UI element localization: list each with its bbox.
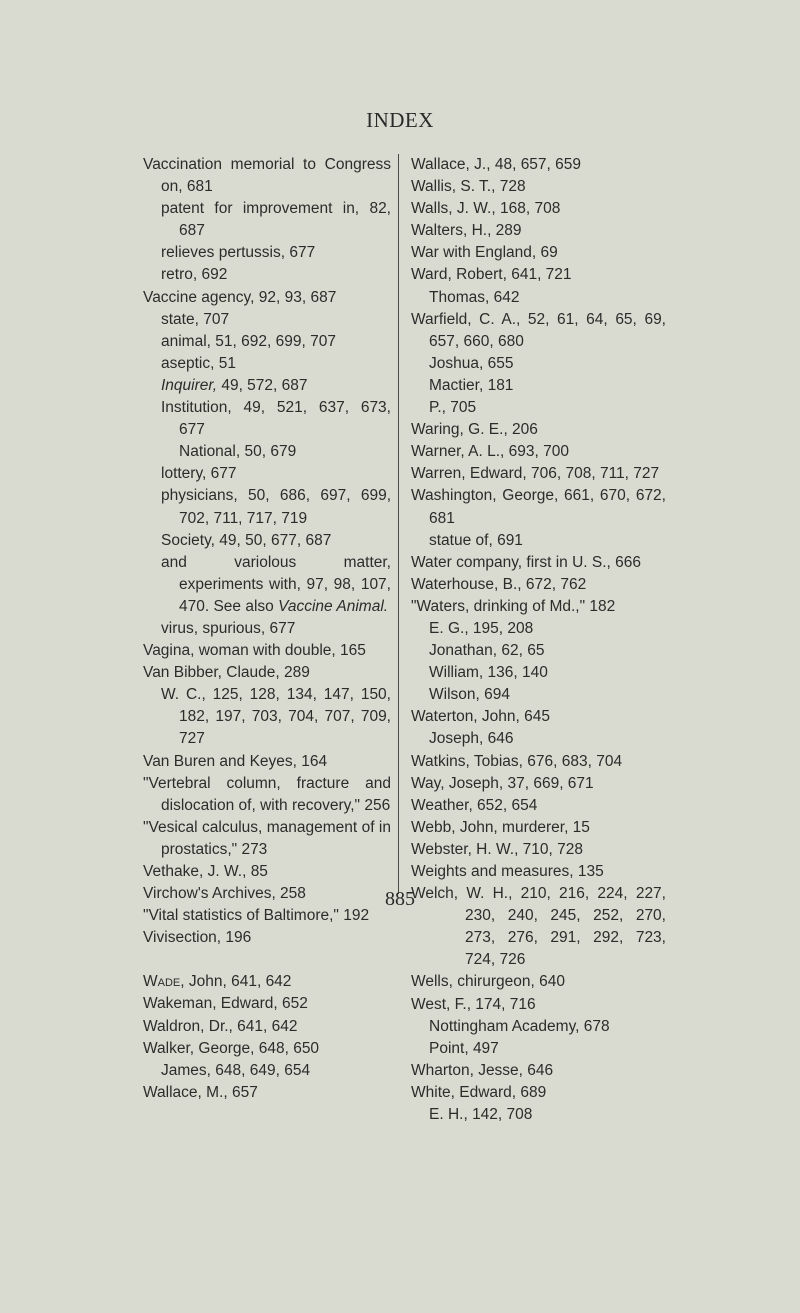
index-subentry: lottery, 677 [161, 465, 237, 483]
italic-title: Inquirer, [161, 376, 218, 394]
index-entry: "Waters, drinking of Md.," 182 [411, 597, 616, 615]
index-column-left [143, 154, 391, 1104]
index-entry: Vaccination memorial to Congress on, 681 [143, 156, 391, 196]
index-subentry [143, 552, 391, 618]
index-entry: Weather, 652, 654 [411, 796, 538, 814]
index-subentry: Point, 497 [429, 1039, 499, 1057]
index-entry: Wells, chirurgeon, 640 [411, 973, 565, 991]
index-subentry: E. G., 195, 208 [429, 619, 534, 637]
index-subentry: Institution, 49, 521, 637, 673, 677 [161, 399, 391, 439]
index-entry: Walls, J. W., 168, 708 [411, 200, 561, 218]
index-subentry: James, 648, 649, 654 [161, 1061, 311, 1079]
index-entry: Webster, H. W., 710, 728 [411, 840, 584, 858]
index-entry: Warren, Edward, 706, 708, 711, 727 [411, 465, 660, 483]
index-entry: Washington, George, 661, 670, 672, 681 [411, 487, 666, 527]
index-entry: Wharton, Jesse, 646 [411, 1061, 554, 1079]
index-entry: Van Buren and Keyes, 164 [143, 752, 328, 770]
index-entry: Walker, George, 648, 650 [143, 1039, 320, 1057]
index-subentry: state, 707 [161, 310, 230, 328]
index-subentry: Joseph, 646 [429, 730, 514, 748]
index-entry: Vagina, woman with double, 165 [143, 642, 366, 660]
index-subentry: E. H., 142, 708 [429, 1106, 533, 1124]
index-entry: War with England, 69 [411, 244, 558, 262]
index-entry: Weights and measures, 135 [411, 863, 604, 880]
index-subentry: retro, 692 [161, 266, 228, 284]
column-divider [398, 154, 399, 894]
index-entry: Ward, Robert, 641, 721 [411, 266, 572, 284]
index-entry: Warfield, C. A., 52, 61, 64, 65, 69, 657, 660, 680 [411, 310, 666, 350]
index-subentry: Nottingham Academy, 678 [429, 1017, 610, 1035]
index-subentry: Jonathan, 62, 65 [429, 642, 545, 660]
index-subentry: Society, 49, 50, 677, 687 [161, 531, 332, 549]
index-entry: White, Edward, 689 [411, 1083, 547, 1101]
index-subentry: William, 136, 140 [429, 664, 548, 682]
index-subentry: patent for improvement in, 82, 687 [161, 200, 391, 240]
index-entry: "Vertebral column, fracture and dislocation of, with recovery," 256 [143, 774, 391, 814]
index-subentry: National, 50, 679 [179, 443, 297, 461]
index-entry: Way, Joseph, 37, 669, 671 [411, 774, 594, 792]
index-entry: Water company, first in U. S., 666 [411, 553, 641, 571]
index-subentry: P., 705 [429, 399, 477, 417]
index-subentry: Thomas, 642 [429, 288, 520, 306]
index-subentry: virus, spurious, 677 [161, 619, 296, 637]
index-entry: Waring, G. E., 206 [411, 421, 538, 439]
index-entry: Webb, John, murderer, 15 [411, 818, 590, 836]
index-pages: 49, 572, 687 [217, 376, 308, 394]
index-entry: Waldron, Dr., 641, 642 [143, 1017, 298, 1035]
index-entry: Walters, H., 289 [411, 222, 522, 240]
index-entry: Vethake, J. W., 85 [143, 863, 268, 880]
index-text: and variolous matter, experiments with, 97, 98, 107, 470. See also [161, 553, 391, 615]
page-title: INDEX [366, 108, 434, 132]
index-subentry: Mactier, 181 [429, 376, 514, 394]
index-entry: Waterton, John, 645 [411, 708, 551, 726]
index-entry [143, 971, 391, 993]
index-subentry [143, 375, 391, 397]
index-entry: Van Bibber, Claude, 289 [143, 664, 310, 682]
index-entry: Vivisection, 196 [143, 929, 252, 947]
index-entry: Waterhouse, B., 672, 762 [411, 575, 587, 593]
index-entry: Virchow's Archives, 258 [143, 885, 306, 903]
index-entry: Vaccine agency, 92, 93, 687 [143, 288, 337, 306]
index-entry: Wallace, M., 657 [143, 1083, 258, 1101]
index-entry: "Vesical calculus, management of in prostatics," 273 [143, 818, 391, 858]
index-entry: Wallace, J., 48, 657, 659 [411, 156, 582, 173]
index-subentry: physicians, 50, 686, 697, 699, 702, 711, 717, 719 [161, 487, 391, 527]
index-entry: "Vital statistics of Baltimore," 192 [143, 907, 370, 925]
index-subentry: statue of, 691 [429, 531, 523, 549]
index-column-right [411, 154, 666, 1126]
index-entry: Wallis, S. T., 728 [411, 178, 526, 196]
index-entry: Wakeman, Edward, 652 [143, 995, 308, 1013]
index-pages: John, 641, 642 [184, 973, 292, 991]
index-subentry: Wilson, 694 [429, 686, 510, 704]
index-entry: Watkins, Tobias, 676, 683, 704 [411, 752, 623, 770]
index-subentry: aseptic, 51 [161, 354, 236, 372]
small-caps-name: Wade, [143, 973, 185, 991]
index-entry: Warner, A. L., 693, 700 [411, 443, 569, 461]
index-subentry: animal, 51, 692, 699, 707 [161, 332, 336, 350]
index-subentry: W. C., 125, 128, 134, 147, 150, 182, 197, 703, 704, 707, 709, 727 [161, 686, 391, 748]
page-number: 885 [385, 888, 415, 910]
index-subentry: Joshua, 655 [429, 354, 514, 372]
index-entry: West, F., 174, 716 [411, 995, 536, 1013]
index-entry: Welch, W. H., 210, 216, 224, 227, 230, 240, 245, 252, 270, 273, 276, 291, 292, 723, 724, 726 [411, 885, 666, 969]
italic-reference: Vaccine Animal. [278, 597, 389, 615]
index-subentry: relieves pertussis, 677 [161, 244, 316, 262]
